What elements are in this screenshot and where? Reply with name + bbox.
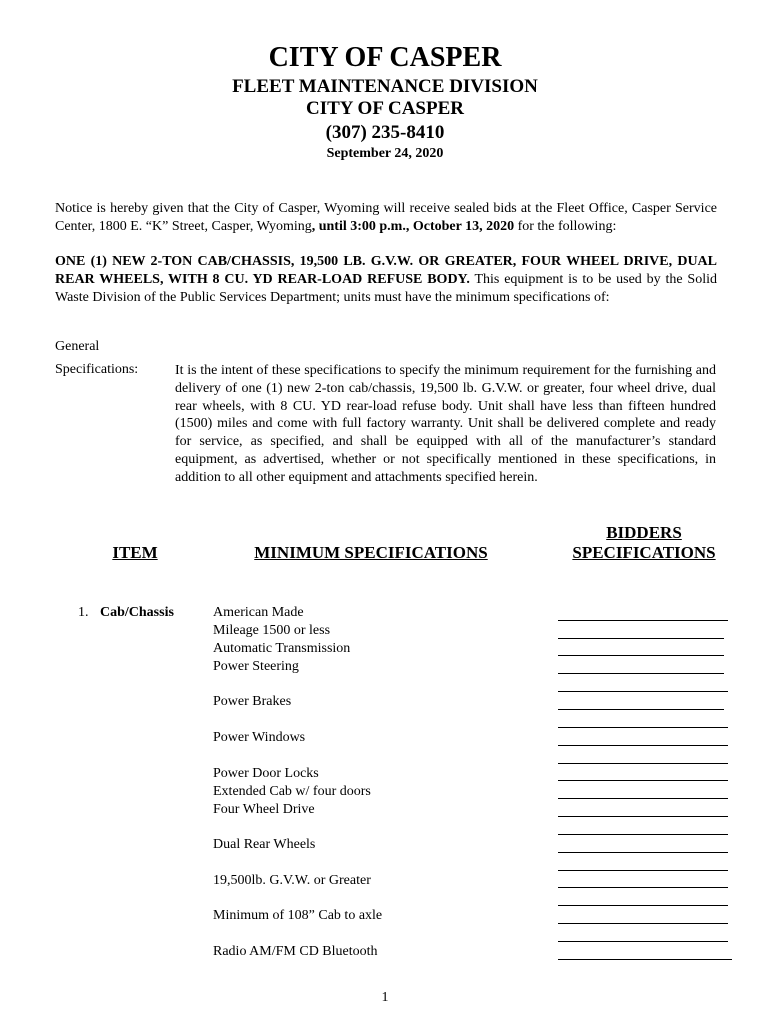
spec-item: Automatic Transmission bbox=[213, 641, 351, 656]
column-header-item: ITEM bbox=[112, 543, 158, 562]
equipment-paragraph bbox=[55, 253, 717, 307]
bid-entry-line[interactable] bbox=[558, 620, 728, 621]
bid-entry-line[interactable] bbox=[558, 941, 728, 942]
column-header-bidders: BIDDERS bbox=[606, 523, 682, 542]
bid-entry-line[interactable] bbox=[558, 905, 728, 906]
bid-entry-line[interactable] bbox=[558, 709, 724, 710]
general-label: General bbox=[55, 339, 100, 354]
spec-item: Four Wheel Drive bbox=[213, 802, 315, 817]
bid-entry-line[interactable] bbox=[558, 923, 728, 924]
bid-entry-line[interactable] bbox=[558, 959, 732, 960]
spec-item: Extended Cab w/ four doors bbox=[213, 784, 371, 799]
column-header-bidders-specifications bbox=[560, 523, 728, 563]
title-city-2: CITY OF CASPER bbox=[306, 98, 464, 119]
bid-entry-line[interactable] bbox=[558, 798, 728, 799]
spec-item: Power Windows bbox=[213, 730, 306, 745]
bid-entry-line[interactable] bbox=[558, 727, 728, 728]
equipment-description: This equipment is to be used by the Solid Waste Division of the Public Services Department; units must have the minimum specifications of: bbox=[55, 272, 717, 305]
title-division: FLEET MAINTENANCE DIVISION bbox=[232, 76, 538, 97]
bid-entry-line[interactable] bbox=[558, 834, 728, 835]
section-number: 1. bbox=[78, 605, 89, 620]
notice-tail: for the following: bbox=[514, 219, 617, 234]
bid-entry-line[interactable] bbox=[558, 780, 728, 781]
specifications-label: Specifications: bbox=[55, 362, 139, 377]
bid-entry-line[interactable] bbox=[558, 852, 728, 853]
title-date: September 24, 2020 bbox=[326, 146, 444, 161]
bid-entry-line[interactable] bbox=[558, 870, 728, 871]
bid-entry-line[interactable] bbox=[558, 745, 728, 746]
spec-item: American Made bbox=[213, 605, 304, 620]
bid-entry-line[interactable] bbox=[558, 887, 728, 888]
notice-paragraph bbox=[55, 200, 717, 236]
bid-entry-line[interactable] bbox=[558, 638, 724, 639]
bid-entry-line[interactable] bbox=[558, 655, 724, 656]
spec-item: 19,500lb. G.V.W. or Greater bbox=[213, 873, 371, 888]
equipment-title: ONE (1) NEW 2-TON CAB/CHASSIS, 19,500 LB. G.V.W. OR GREATER, FOUR WHEEL DRIVE, DUAL REAR WHEELS, WITH 8 CU. YD REAR-LOAD REFUSE BODY. bbox=[55, 254, 717, 287]
bid-entry-line[interactable] bbox=[558, 763, 728, 764]
spec-item: Dual Rear Wheels bbox=[213, 837, 316, 852]
title-phone: (307) 235-8410 bbox=[325, 122, 445, 143]
spec-item: Power Steering bbox=[213, 659, 299, 674]
page-number: 1 bbox=[381, 990, 389, 1005]
general-specifications-text: It is the intent of these specifications to specify the minimum requirement for the furnishing and delivery of one (1) new 2-ton cab/chassis, 19,500 lb. G.V.W. or greater, four wheel drive, dual rear wheels, with 8 CU. YD rear-load refuse body. Unit shall have less than fifteen hundred (1500) miles and come with full factory warranty. Unit shall be delivered complete and ready for service, as specified, and shall be equipped with all of the manufacturer’s standard equipment, as advertised, whether or not specifically mentioned in these specifications, in addition to all other equipment and attachments specified herein. bbox=[175, 363, 716, 485]
column-header-specifications: SPECIFICATIONS bbox=[572, 543, 716, 562]
section-name: Cab/Chassis bbox=[100, 605, 174, 620]
spec-item: Power Brakes bbox=[213, 694, 292, 709]
column-header-minimum-specifications: MINIMUM SPECIFICATIONS bbox=[254, 543, 488, 562]
notice-text: Notice is hereby given that the City of Casper, Wyoming will receive sealed bids at the Fleet Office, Casper Service Center, 1800 E. “K” Street, Casper, Wyoming bbox=[55, 201, 717, 234]
bid-entry-line[interactable] bbox=[558, 816, 728, 817]
spec-item: Minimum of 108” Cab to axle bbox=[213, 908, 383, 923]
spec-item: Radio AM/FM CD Bluetooth bbox=[213, 944, 378, 959]
title-city: CITY OF CASPER bbox=[268, 42, 502, 73]
notice-deadline: , until 3:00 p.m., October 13, 2020 bbox=[311, 219, 515, 234]
bid-entry-line[interactable] bbox=[558, 673, 724, 674]
spec-item: Power Door Locks bbox=[213, 766, 319, 781]
bid-entry-line[interactable] bbox=[558, 691, 728, 692]
spec-item: Mileage 1500 or less bbox=[213, 623, 331, 638]
